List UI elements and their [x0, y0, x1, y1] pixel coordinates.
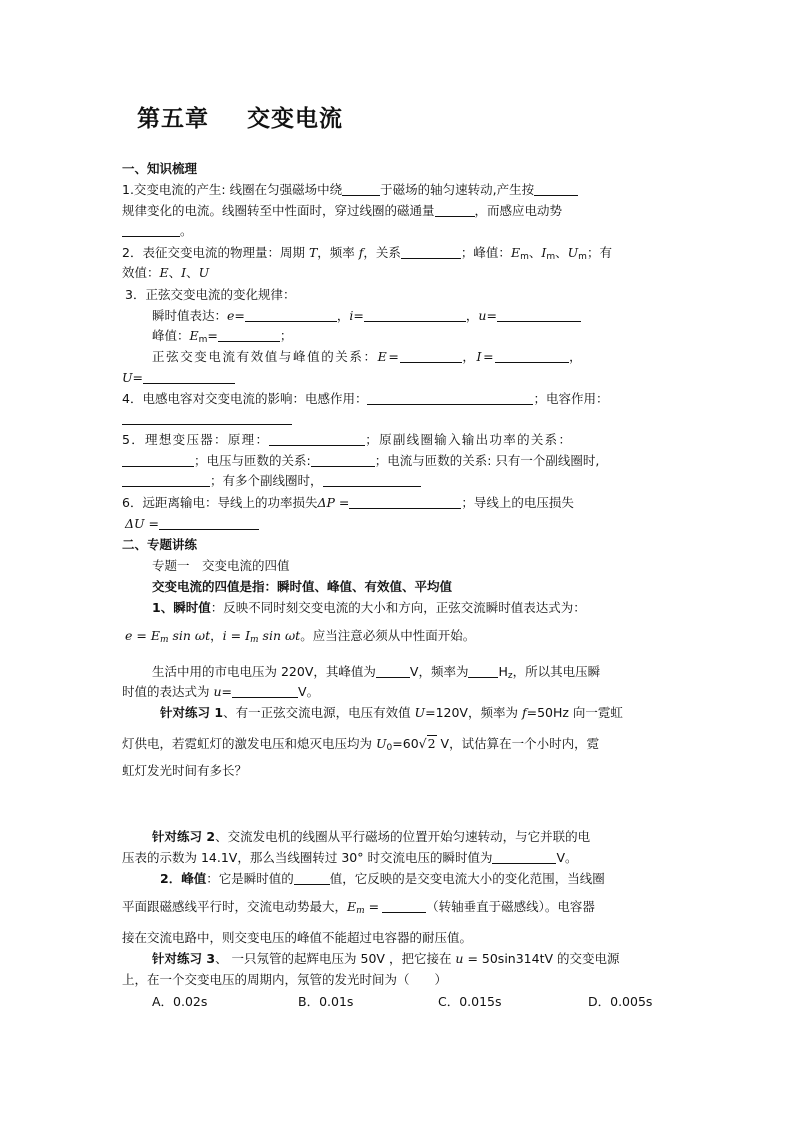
blank — [232, 684, 298, 698]
chapter-number: 第五章 — [137, 105, 209, 132]
mains-voltage-line-2: 时值的表达式为 u= V。 — [122, 684, 320, 699]
blank — [245, 308, 337, 322]
section-heading-knowledge: 一、知识梳理 — [122, 161, 198, 176]
blank — [367, 391, 533, 405]
blank — [400, 349, 462, 363]
exercise-3-options — [152, 993, 653, 1011]
effective-peak-relation-cont: U= — [122, 369, 235, 387]
blank — [349, 495, 461, 509]
blank — [534, 182, 578, 196]
exercise-1-line-3: 虹灯发光时间有多长？ — [122, 763, 248, 778]
exercise-1-line-2: 灯供电，若霓虹灯的激发电压和熄灭电压均为 $U_0=60√2$ V，试估算在一个小时内，霓 — [122, 736, 600, 753]
chapter-title — [137, 105, 343, 132]
blank — [468, 664, 498, 678]
blank — [497, 308, 581, 322]
item-5-line-2: ；电压与匝数的关系: ；电流与匝数的关系: 只有一个副线圈时, — [122, 452, 599, 470]
instantaneous-formula: $e = E_m$ sin ωt，$i = I_m$ sin ωt。应当注意必须从中性面开始。 — [125, 628, 476, 645]
instantaneous-expression: 瞬时值表达：e= ，i= ，u= — [152, 307, 581, 325]
mains-voltage-line-1: 生活中用的市电电压为 220V，其峰值为 V，频率为 $H_z$，所以其电压瞬 — [152, 664, 601, 681]
exercise-3-line-2: 上，在一个交变电压的周期内，氖管的发光时间为（ ） — [122, 972, 448, 987]
blank — [492, 850, 556, 864]
item-2-line-1: 2．表征交变电流的物理量：周期 T，频率 f，关系 ；峰值：$E_m$、$I_m$、$U_m$；有 — [122, 245, 612, 262]
option-c[interactable]: C．0.015s — [438, 994, 502, 1009]
exercise-2-line-2: 压表的示数为 14.1V，那么当线圈转过 30° 时交流电压的瞬时值为 V。 — [122, 850, 578, 865]
chapter-name: 交变电流 — [247, 105, 343, 132]
item-6-line-1: 6．远距离输电：导线上的功率损失ΔP = ；导线上的电压损失 — [122, 495, 574, 510]
four-values-statement: 交变电流的四值是指：瞬时值、峰值、有效值、平均值 — [152, 579, 453, 594]
blank — [122, 453, 194, 467]
item-4-line-1: 4．电感电容对交变电流的影响：电感作用： ；电容作用： — [122, 391, 609, 406]
item-2-line-2: 效值：E、I、U — [122, 265, 210, 280]
exercise-2-line-1: 针对练习 2、交流发电机的线圈从平行磁场的位置开始匀速转动，与它并联的电 — [152, 829, 591, 844]
option-b[interactable]: B．0.01s — [298, 994, 354, 1009]
blank — [122, 473, 210, 487]
section-heading-practice: 二、专题讲练 — [122, 537, 198, 552]
blank — [122, 223, 180, 237]
item-1-line-1: 1.交变电流的产生: 线圈在匀强磁场中绕 于磁场的轴匀速转动,产生按 — [122, 181, 578, 199]
peak-value-line-3: 接在交流电路中，则交变电压的峰值不能超过电容器的耐压值。 — [122, 930, 473, 945]
exercise-3-line-1: 针对练习 3、 一只氖管的起辉电压为 50V ，把它接在 u = 50sin314tV 的交变电源 — [152, 951, 620, 966]
blank — [376, 664, 410, 678]
blank — [435, 203, 475, 217]
option-a[interactable]: A．0.02s — [152, 994, 208, 1009]
exercise-1-line-1: 针对练习 1、有一正弦交流电源，电压有效值 U=120V，频率为 f=50Hz 向一霓虹 — [160, 705, 623, 720]
blank — [311, 453, 375, 467]
item-1-line-3: 。 — [122, 222, 193, 240]
blank — [382, 899, 426, 913]
blank — [269, 432, 365, 446]
item-1-line-2: 规律变化的电流。线圈转至中性面时，穿过线圈的磁通量 ，而感应电动势 — [122, 203, 563, 218]
effective-peak-relation: 正弦交变电流有效值与峰值的关系：E= ，I= ， — [152, 349, 584, 364]
item-5-line-3: ；有多个副线圈时， — [122, 472, 421, 490]
item-6-line-2: ΔU = — [125, 515, 259, 533]
peak-value-line-2: 平面跟磁感线平行时，交流电动势最大，$E_m$ = （转轴垂直于磁感线）。电容器 — [122, 899, 595, 916]
blank — [364, 308, 466, 322]
blank — [143, 370, 235, 384]
blank — [294, 871, 330, 885]
option-d[interactable]: D．0.005s — [588, 994, 653, 1009]
blank — [159, 516, 259, 530]
blank — [342, 182, 380, 196]
blank — [218, 328, 280, 342]
instantaneous-value-para: 1、瞬时值：反映不同时刻交变电流的大小和方向，正弦交流瞬时值表达式为： — [152, 600, 586, 615]
item-3-heading: 3．正弦交变电流的变化规律： — [125, 287, 296, 302]
peak-expression: 峰值：$E_m=$ ； — [152, 328, 293, 345]
blank — [122, 411, 292, 425]
blank — [495, 349, 569, 363]
blank — [401, 245, 461, 259]
item-5-line-1: 5．理想变压器：原理： ；原副线圈输入输出功率的关系： — [122, 432, 573, 447]
blank — [323, 473, 421, 487]
topic-heading: 专题一 交变电流的四值 — [152, 558, 290, 573]
item-4-line-2 — [122, 410, 292, 428]
peak-value-line-1: 2．峰值：它是瞬时值的 值，它反映的是交变电流大小的变化范围，当线圈 — [160, 871, 605, 886]
